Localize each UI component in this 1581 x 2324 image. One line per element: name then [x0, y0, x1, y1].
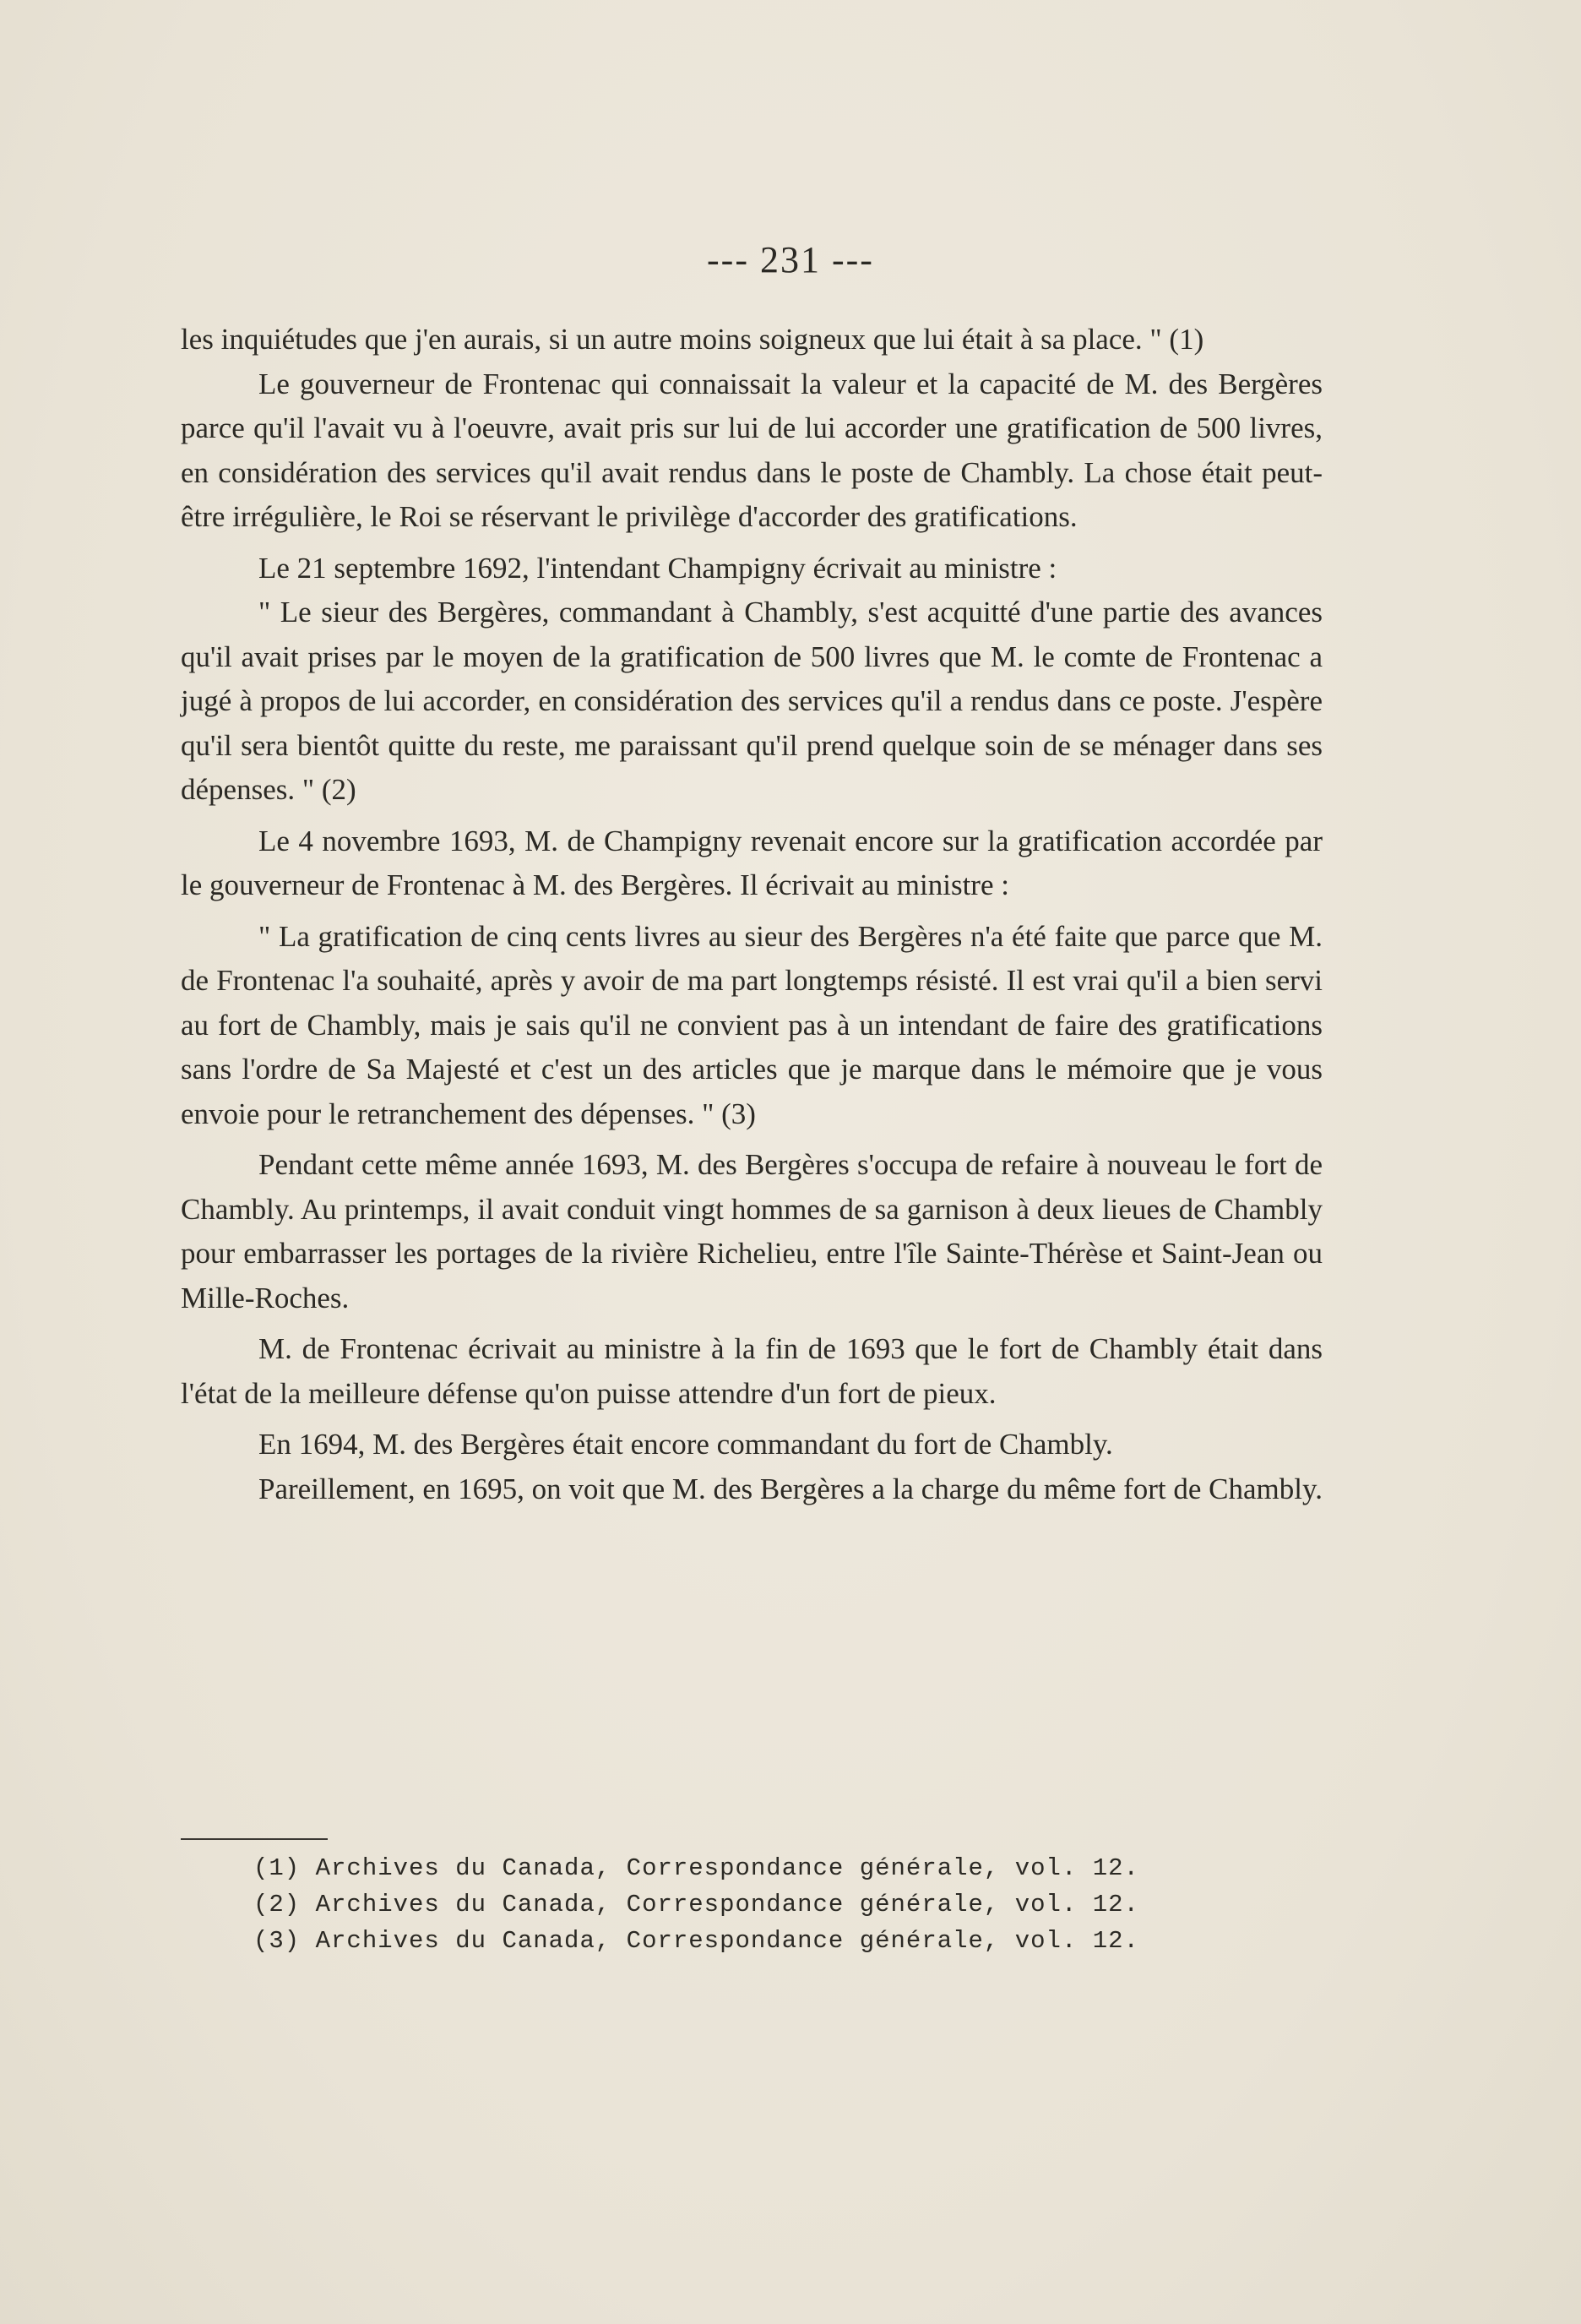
page-number: --- 231 --- — [707, 239, 874, 280]
paragraph: M. de Frontenac écrivait au ministre à la fin de 1693 que le fort de Chambly était dans l'état de la meilleure défense qu'on puisse attendre d'un fort de pieux. — [181, 1332, 1323, 1410]
footnote: (1) Archives du Canada, Correspondance générale, vol. 12. — [253, 1854, 1139, 1882]
paragraph: Pendant cette même année 1693, M. des Bergères s'occupa de refaire à nouveau le fort de Chambly. Au printemps, il avait conduit vingt hommes de sa garnison à deux lieues de Chambly pour embarrasser les portages de la rivière Richelieu, entre l'île Sainte-Thérèse et Saint-Jean ou Mille-Roches. — [181, 1148, 1323, 1314]
quotation-paragraph: " Le sieur des Bergères, commandant à Chambly, s'est acquitté d'une partie des avances qu'il avait prises par le moyen de la gratification de 500 livres que M. le comte de Frontenac a jugé à propos de lui accorder, en considération des services qu'il a rendus dans ce poste. J'espère qu'il sera bientôt quitte du reste, me paraissant qu'il prend quelque soin de se ménager dans ses dépenses. " (2) — [181, 596, 1323, 806]
footnote: (3) Archives du Canada, Correspondance générale, vol. 12. — [253, 1927, 1139, 1955]
footnote: (2) Archives du Canada, Correspondance générale, vol. 12. — [253, 1891, 1139, 1919]
footnote-divider — [181, 1838, 328, 1840]
footnotes — [253, 1850, 1267, 1959]
paragraph: En 1694, M. des Bergères était encore commandant du fort de Chambly. — [258, 1428, 1113, 1461]
paragraph-continuation: les inquiétudes que j'en aurais, si un autre moins soigneux que lui était à sa place. " (1) — [181, 323, 1204, 356]
body-text — [181, 318, 1323, 1511]
paragraph: Le 21 septembre 1692, l'intendant Champigny écrivait au ministre : — [258, 551, 1057, 585]
quotation-paragraph: " La gratification de cinq cents livres au sieur des Bergères n'a été faite que parce que M. de Frontenac l'a souhaité, après y avoir de ma part longtemps résisté. Il est vrai qu'il a bien servi au fort de Chambly, mais je sais qu'il ne convient pas à un intendant de faire des gratifications sans l'ordre de Sa Majesté et c'est un des articles que je marque dans le mémoire que je vous envoie pour le retranchement des dépenses. " (3) — [181, 919, 1323, 1130]
paragraph: Le 4 novembre 1693, M. de Champigny revenait encore sur la gratification accordée par le gouverneur de Frontenac à M. des Bergères. Il écrivait au ministre : — [181, 824, 1323, 901]
paragraph: Pareillement, en 1695, on voit que M. des Bergères a la charge du même fort de Chambly. — [258, 1472, 1323, 1505]
paragraph: Le gouverneur de Frontenac qui connaissait la valeur et la capacité de M. des Bergères parce qu'il l'avait vu à l'oeuvre, avait pris sur lui de lui accorder une gratification de 500 livres, en considération des services qu'il avait rendus dans le poste de Chambly. La chose était peut-être irrégulière, le Roi se réservant le privilège d'accorder des gratifications. — [181, 367, 1323, 533]
